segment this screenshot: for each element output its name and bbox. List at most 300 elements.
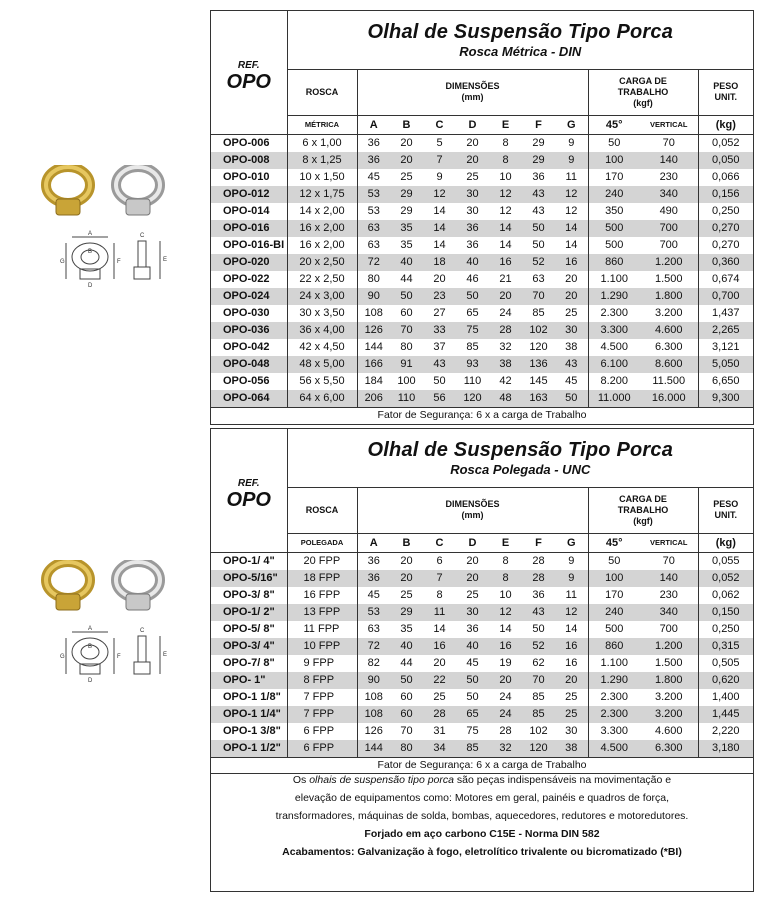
col-45-header: 45°: [588, 533, 640, 552]
c-cell: 20: [433, 273, 446, 285]
load-vertical-cell: 1.200: [640, 638, 698, 655]
ref-cell: OPO-3/ 8": [211, 587, 287, 604]
f-cell: 136: [522, 356, 555, 373]
table-row: [211, 390, 753, 408]
table-row: [211, 723, 753, 740]
g-cell: 20: [555, 672, 588, 689]
b-cell: 29: [400, 205, 413, 217]
g-cell: 9: [555, 134, 588, 152]
col-45-header: 45°: [588, 115, 640, 134]
f-cell: 52: [522, 638, 555, 655]
load-45-cell: 11.000: [588, 390, 640, 408]
ref-cell: OPO-006: [211, 134, 287, 152]
table-row: [211, 152, 753, 169]
col-c-header: C: [423, 533, 456, 552]
f-cell: 85: [532, 691, 545, 703]
diagram-label-d: D: [88, 678, 93, 684]
load-45-cell: 2.300: [600, 691, 629, 703]
rosca-cell: 7 FPP: [287, 689, 357, 706]
description-line-5: [211, 843, 753, 861]
e-cell: 24: [499, 691, 512, 703]
table-subtitle: Rosca Métrica - DIN: [459, 43, 582, 59]
dimensoes-label: DIMENSÕES: [445, 499, 500, 509]
weight-cell: 0,055: [698, 552, 753, 570]
safety-factor-note: Fator de Segurança: 6 x a carga de Trabalho: [211, 407, 753, 423]
weight-cell: 3,180: [698, 740, 753, 758]
load-vertical-cell: 3.200: [640, 706, 698, 723]
silver-eye-nut-icon: [116, 167, 160, 215]
e-cell: 12: [489, 186, 522, 203]
b-cell: 20: [390, 570, 423, 587]
g-cell: 14: [555, 220, 588, 237]
col-a-header: A: [357, 115, 390, 134]
c-cell: 28: [423, 706, 456, 723]
g-cell: 14: [555, 237, 588, 254]
c-cell: 14: [423, 220, 456, 237]
b-cell: 35: [400, 623, 413, 635]
load-vertical-cell: 1.500: [640, 655, 698, 672]
weight-cell: 0,250: [712, 205, 740, 217]
col-e-header: E: [489, 533, 522, 552]
f-cell: 50: [532, 623, 545, 635]
b-cell: 29: [390, 604, 423, 621]
diagram-label-f: F: [117, 259, 121, 265]
weight-cell: 0,050: [698, 152, 753, 169]
g-cell: 20: [555, 271, 588, 288]
diagram-label-e: E: [163, 652, 168, 658]
a-cell: 45: [367, 171, 380, 183]
kgf-label: (kgf): [633, 97, 653, 108]
f-cell: 43: [522, 186, 555, 203]
a-cell: 72: [357, 254, 390, 271]
weight-cell: 1,445: [698, 706, 753, 723]
d-cell: 36: [466, 623, 479, 635]
rosca-cell: 9 FPP: [287, 655, 357, 672]
ref-cell: OPO-1/ 2": [211, 604, 287, 621]
description-line-2: elevação de equipamentos como: Motores em geral, painéis e quadros de força,: [294, 792, 670, 804]
rosca-cell: 10 FPP: [287, 638, 357, 655]
load-45-cell: 2.300: [600, 307, 629, 319]
product-illustration-metric: [30, 165, 190, 295]
b-cell: 25: [400, 589, 413, 601]
rosca-cell: 8 x 1,25: [287, 152, 357, 169]
d-cell: 75: [456, 322, 489, 339]
g-cell: 30: [555, 723, 588, 740]
c-cell: 56: [423, 390, 456, 408]
f-cell: 50: [532, 239, 545, 251]
rosca-cell: 6 FPP: [287, 723, 357, 740]
e-cell: 8: [489, 552, 522, 570]
gold-eye-nut-icon: [46, 562, 90, 610]
dimensoes-label: DIMENSÕES: [445, 81, 500, 91]
metric-table-panel: [210, 10, 754, 425]
c-cell: 37: [433, 341, 446, 353]
f-cell: 120: [522, 740, 555, 758]
c-cell: 14: [433, 623, 446, 635]
b-cell: 110: [390, 390, 423, 408]
rosca-cell: 6 FPP: [287, 740, 357, 758]
e-cell: 21: [499, 273, 512, 285]
peso-line2: UNIT.: [714, 92, 738, 102]
silver-eye-nut-icon: [116, 562, 160, 610]
a-cell: 144: [364, 341, 383, 353]
c-cell: 43: [423, 356, 456, 373]
ref-cell: OPO-048: [211, 356, 287, 373]
a-cell: 108: [364, 691, 383, 703]
f-cell: 145: [529, 375, 548, 387]
load-vertical-cell: 140: [640, 570, 698, 587]
load-45-cell: 1.290: [588, 672, 640, 689]
c-cell: 7: [423, 570, 456, 587]
weight-cell: 0,360: [698, 254, 753, 271]
table-row: [211, 672, 753, 689]
description-line-1: [211, 771, 753, 789]
load-vertical-cell: 8.600: [640, 356, 698, 373]
c-cell: 33: [423, 322, 456, 339]
d-cell: 50: [466, 691, 479, 703]
product-illustration-unc: [30, 560, 190, 690]
load-vertical-cell: 1.800: [640, 288, 698, 305]
table-row: [211, 271, 753, 288]
rosca-cell: 12 x 1,75: [287, 186, 357, 203]
c-cell: 27: [433, 307, 446, 319]
c-cell: 7: [423, 152, 456, 169]
unc-table-panel: [210, 428, 754, 892]
ref-cell: OPO-036: [211, 322, 287, 339]
c-cell: 14: [433, 205, 446, 217]
e-cell: 16: [489, 254, 522, 271]
description-pre: Os: [292, 774, 310, 786]
g-cell: 25: [555, 305, 588, 322]
table-row: [211, 621, 753, 638]
d-cell: 65: [456, 706, 489, 723]
c-cell: 14: [433, 239, 446, 251]
g-cell: 25: [555, 689, 588, 706]
table-row: [211, 706, 753, 723]
b-cell: 20: [390, 552, 423, 570]
a-cell: 53: [357, 186, 390, 203]
g-cell: 43: [555, 356, 588, 373]
d-cell: 120: [456, 390, 489, 408]
rosca-cell: 48 x 5,00: [287, 356, 357, 373]
load-vertical-cell: 1.200: [640, 254, 698, 271]
e-cell: 28: [489, 322, 522, 339]
a-cell: 108: [357, 706, 390, 723]
f-cell: 102: [529, 725, 548, 737]
d-cell: 85: [466, 341, 479, 353]
carga-line1: CARGA DE: [619, 493, 667, 504]
weight-cell: 0,270: [698, 220, 753, 237]
technical-drawing: [66, 237, 160, 279]
d-cell: 85: [456, 740, 489, 758]
a-cell: 36: [357, 552, 390, 570]
b-cell: 25: [400, 171, 413, 183]
ref-label: REF.: [237, 60, 260, 72]
load-45-cell: 50: [588, 134, 640, 152]
c-cell: 25: [433, 691, 446, 703]
g-cell: 9: [555, 152, 588, 169]
table-title: Olhal de Suspensão Tipo Porca: [367, 438, 674, 461]
diagram-label-b: B: [88, 644, 93, 650]
technical-drawing: [66, 632, 160, 674]
a-cell: 36: [357, 134, 390, 152]
load-45-cell: 100: [588, 152, 640, 169]
e-cell: 12: [499, 205, 512, 217]
a-cell: 36: [357, 152, 390, 169]
gold-eye-nut-icon: [46, 167, 90, 215]
peso-header: [698, 69, 753, 115]
ref-cell: OPO-042: [211, 339, 287, 356]
kgf-label: (kgf): [633, 515, 653, 526]
diagram-label-a: A: [88, 626, 93, 632]
table-row: [211, 655, 753, 672]
ref-cell: OPO-016: [211, 220, 287, 237]
b-cell: 40: [390, 254, 423, 271]
ref-cell: OPO- 1": [211, 672, 287, 689]
ref-cell: OPO-024: [211, 288, 287, 305]
material-spec: Forjado em aço carbono C15E - Norma DIN 582: [364, 828, 600, 840]
d-cell: 20: [456, 570, 489, 587]
b-cell: 40: [390, 638, 423, 655]
ref-cell: OPO-012: [211, 186, 287, 203]
g-cell: 16: [555, 254, 588, 271]
c-cell: 50: [433, 375, 446, 387]
d-cell: 20: [456, 152, 489, 169]
load-45-cell: 860: [588, 254, 640, 271]
e-cell: 48: [489, 390, 522, 408]
mm-label: (mm): [461, 92, 484, 102]
rosca-cell: 10 x 1,50: [287, 169, 357, 186]
f-cell: 29: [522, 134, 555, 152]
f-cell: 120: [529, 341, 548, 353]
description-line-4: [211, 825, 753, 843]
safety-factor-note: Fator de Segurança: 6 x a carga de Trabalho: [211, 757, 753, 773]
load-45-cell: 2.300: [588, 706, 640, 723]
d-cell: 20: [456, 134, 489, 152]
d-cell: 75: [466, 725, 479, 737]
d-cell: 65: [466, 307, 479, 319]
weight-cell: 1,400: [712, 691, 740, 703]
g-cell: 20: [555, 288, 588, 305]
e-cell: 24: [489, 706, 522, 723]
e-cell: 32: [489, 740, 522, 758]
g-cell: 11: [555, 169, 588, 186]
ref-header: [211, 11, 287, 134]
weight-cell: 1,437: [712, 307, 740, 319]
g-cell: 25: [555, 706, 588, 723]
rosca-cell: 14 x 2,00: [287, 203, 357, 220]
weight-cell: 0,700: [698, 288, 753, 305]
b-cell: 70: [390, 322, 423, 339]
b-cell: 44: [400, 657, 413, 669]
f-cell: 28: [522, 570, 555, 587]
ref-cell: OPO-7/ 8": [211, 655, 287, 672]
load-vertical-cell: 3.200: [640, 305, 698, 322]
carga-line1: CARGA DE: [619, 75, 667, 86]
ref-cell: OPO-008: [211, 152, 287, 169]
rosca-cell: 16 FPP: [287, 587, 357, 604]
load-vertical-cell: 340: [640, 604, 698, 621]
g-cell: 38: [555, 740, 588, 758]
g-cell: 45: [555, 373, 588, 390]
b-cell: 50: [390, 288, 423, 305]
a-cell: 63: [367, 239, 380, 251]
weight-cell: 0,250: [712, 623, 740, 635]
load-vertical-cell: 16.000: [640, 390, 698, 408]
load-45-cell: 6.100: [588, 356, 640, 373]
col-f-header: F: [522, 533, 555, 552]
dimensoes-header: [357, 487, 588, 533]
c-cell: 8: [436, 589, 443, 601]
a-cell: 108: [364, 307, 383, 319]
f-cell: 50: [522, 220, 555, 237]
col-kg-header: (kg): [698, 115, 753, 134]
g-cell: 9: [555, 552, 588, 570]
ref-cell: OPO-1 1/8": [211, 689, 287, 706]
ref-cell: OPO-020: [211, 254, 287, 271]
description-italic: olhais de suspensão tipo porca: [309, 774, 454, 786]
e-cell: 20: [489, 288, 522, 305]
load-45-cell: 240: [588, 604, 640, 621]
load-45-cell: 170: [605, 171, 624, 183]
weight-cell: 0,062: [712, 589, 740, 601]
c-cell: 16: [423, 638, 456, 655]
ref-header: [211, 429, 287, 552]
g-cell: 50: [555, 390, 588, 408]
g-cell: 9: [555, 570, 588, 587]
diagram-label-g: G: [60, 654, 65, 660]
load-vertical-cell: 490: [640, 203, 698, 220]
weight-cell: 0,315: [698, 638, 753, 655]
b-cell: 29: [390, 186, 423, 203]
load-45-cell: 240: [588, 186, 640, 203]
f-cell: 85: [532, 307, 545, 319]
g-cell: 12: [555, 604, 588, 621]
d-cell: 40: [456, 254, 489, 271]
load-45-cell: 350: [605, 205, 624, 217]
c-cell: 11: [423, 604, 456, 621]
e-cell: 16: [489, 638, 522, 655]
weight-cell: 3,121: [712, 341, 740, 353]
b-cell: 44: [400, 273, 413, 285]
d-cell: 45: [466, 657, 479, 669]
d-cell: 20: [456, 552, 489, 570]
load-vertical-cell: 230: [640, 587, 698, 604]
product-description: [211, 771, 753, 861]
b-cell: 80: [400, 341, 413, 353]
rosca-cell: 64 x 6,00: [287, 390, 357, 408]
table-row: [211, 604, 753, 621]
diagram-label-b: B: [88, 249, 93, 255]
a-cell: 45: [367, 589, 380, 601]
d-cell: 50: [456, 672, 489, 689]
rosca-header: ROSCA: [287, 69, 357, 115]
col-a-header: A: [357, 533, 390, 552]
e-cell: 8: [489, 134, 522, 152]
carga-header: [588, 69, 698, 115]
load-vertical-cell: 6.300: [640, 339, 698, 356]
col-kg-header: (kg): [698, 533, 753, 552]
load-vertical-cell: 3.200: [640, 689, 698, 706]
rosca-cell: 20 FPP: [287, 552, 357, 570]
load-vertical-cell: 70: [640, 552, 698, 570]
e-cell: 14: [499, 239, 512, 251]
a-cell: 126: [357, 322, 390, 339]
col-c-header: C: [423, 115, 456, 134]
a-cell: 72: [357, 638, 390, 655]
diagram-label-c: C: [140, 233, 145, 239]
rosca-cell: 24 x 3,00: [287, 288, 357, 305]
unc-table: [211, 429, 753, 774]
e-cell: 12: [489, 604, 522, 621]
table-title: Olhal de Suspensão Tipo Porca: [367, 20, 674, 43]
rosca-cell: 16 x 2,00: [287, 220, 357, 237]
rosca-cell: 20 x 2,50: [287, 254, 357, 271]
a-cell: 53: [367, 205, 380, 217]
d-cell: 25: [466, 589, 479, 601]
g-cell: 12: [555, 203, 588, 220]
peso-line1: PESO: [713, 81, 739, 91]
carga-line2: TRABALHO: [617, 86, 669, 97]
d-cell: 30: [466, 205, 479, 217]
rosca-cell: 42 x 4,50: [287, 339, 357, 356]
peso-header: [698, 487, 753, 533]
f-cell: 102: [522, 322, 555, 339]
load-vertical-cell: 11.500: [640, 373, 698, 390]
b-cell: 60: [400, 307, 413, 319]
thread-type-header: POLEGADA: [287, 533, 357, 552]
e-cell: 14: [499, 623, 512, 635]
table-row: [211, 587, 753, 604]
table-row: [211, 339, 753, 356]
load-45-cell: 4.500: [600, 341, 629, 353]
ref-cell: OPO-010: [211, 169, 287, 186]
ref-cell: OPO-1 1/4": [211, 706, 287, 723]
d-cell: 93: [456, 356, 489, 373]
d-cell: 25: [466, 171, 479, 183]
description-line-3: transformadores, máquinas de solda, bombas, aquecedores, redutores e motoredutores.: [275, 810, 689, 822]
b-cell: 60: [390, 706, 423, 723]
f-cell: 43: [532, 205, 545, 217]
a-cell: 90: [357, 288, 390, 305]
a-cell: 90: [357, 672, 390, 689]
peso-line2: UNIT.: [714, 510, 738, 520]
table-row: [211, 169, 753, 186]
rosca-cell: 6 x 1,00: [287, 134, 357, 152]
d-cell: 110: [463, 375, 482, 387]
g-cell: 30: [555, 322, 588, 339]
c-cell: 6: [423, 552, 456, 570]
ref-cell: OPO-014: [211, 203, 287, 220]
a-cell: 63: [367, 623, 380, 635]
b-cell: 91: [390, 356, 423, 373]
metric-table: [211, 11, 753, 423]
g-cell: 16: [555, 638, 588, 655]
c-cell: 9: [436, 171, 443, 183]
table-row: [211, 689, 753, 706]
col-d-header: D: [456, 533, 489, 552]
f-cell: 63: [532, 273, 545, 285]
f-cell: 36: [532, 589, 545, 601]
ref-cell: OPO-1 3/8": [211, 723, 287, 740]
ref-code: OPO: [226, 71, 271, 94]
b-cell: 35: [400, 239, 413, 251]
carga-line2: TRABALHO: [617, 504, 669, 515]
rosca-cell: 8 FPP: [287, 672, 357, 689]
b-cell: 80: [390, 740, 423, 758]
a-cell: 80: [367, 273, 380, 285]
load-vertical-cell: 700: [640, 237, 698, 254]
